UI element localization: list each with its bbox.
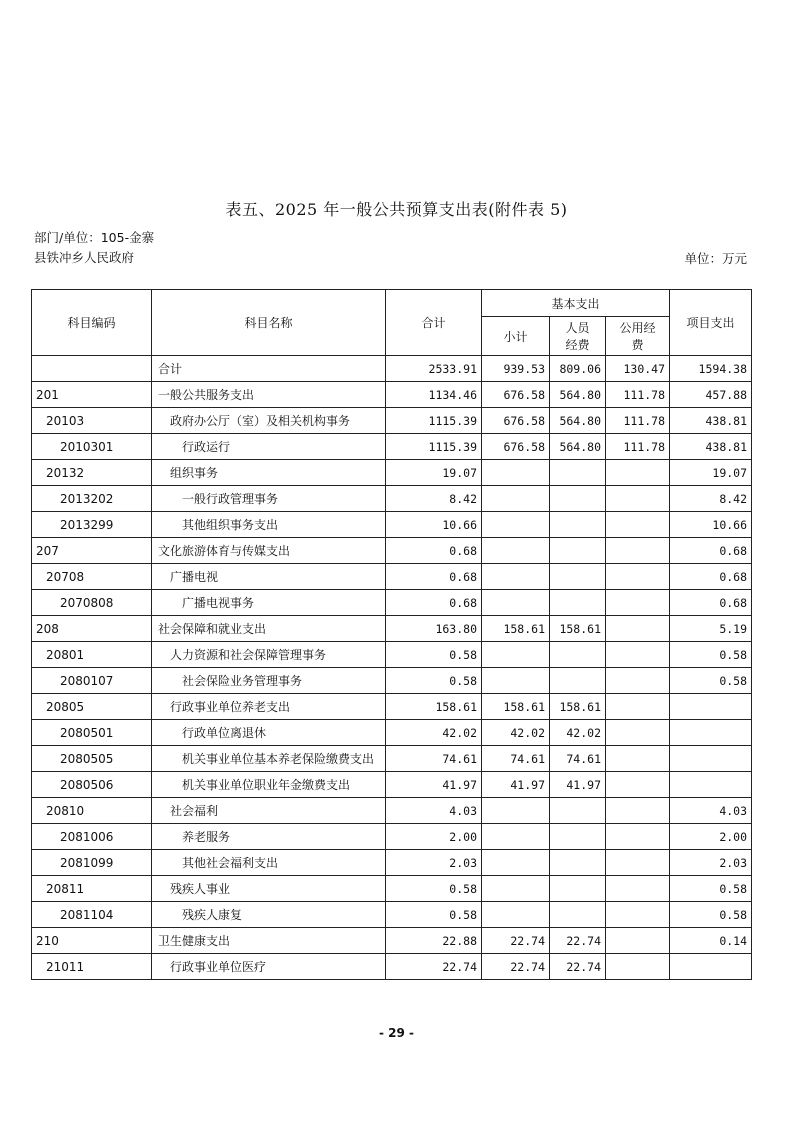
page-title: 表五、2025 年一般公共预算支出表(附件表 5) — [225, 200, 568, 219]
department-label: 部门/单位：105-金寨县铁冲乡人民政府 — [34, 230, 155, 265]
public-cell — [606, 772, 670, 798]
name-cell: 政府办公厅（室）及相关机构事务 — [152, 408, 386, 434]
header-code: 科目编码 — [32, 290, 152, 356]
project-cell: 0.14 — [670, 928, 752, 954]
table-row — [32, 486, 752, 512]
budget-table — [31, 289, 752, 980]
total-cell: 158.61 — [386, 694, 482, 720]
personnel-cell: 41.97 — [550, 772, 606, 798]
code-cell: 207 — [32, 538, 152, 564]
name-cell: 机关事业单位职业年金缴费支出 — [152, 772, 386, 798]
subtotal-cell — [482, 824, 550, 850]
code-cell: 201 — [32, 382, 152, 408]
subtotal-cell — [482, 564, 550, 590]
personnel-cell: 158.61 — [550, 694, 606, 720]
name-cell: 组织事务 — [152, 460, 386, 486]
subtotal-cell — [482, 902, 550, 928]
header-personnel: 人员经费 — [550, 317, 606, 356]
code-cell: 2010301 — [32, 434, 152, 460]
public-cell — [606, 746, 670, 772]
subtotal-cell: 22.74 — [482, 928, 550, 954]
table-row — [32, 564, 752, 590]
personnel-cell — [550, 512, 606, 538]
project-cell: 8.42 — [670, 486, 752, 512]
public-cell — [606, 460, 670, 486]
personnel-cell: 42.02 — [550, 720, 606, 746]
unit-label: 单位：万元 — [684, 251, 747, 266]
public-cell: 130.47 — [606, 356, 670, 382]
code-cell: 20708 — [32, 564, 152, 590]
public-cell — [606, 590, 670, 616]
total-cell: 42.02 — [386, 720, 482, 746]
project-cell: 0.58 — [670, 668, 752, 694]
subtotal-cell — [482, 876, 550, 902]
personnel-cell: 564.80 — [550, 434, 606, 460]
table-row — [32, 434, 752, 460]
name-cell: 行政单位离退休 — [152, 720, 386, 746]
name-cell: 行政事业单位医疗 — [152, 954, 386, 980]
project-cell — [670, 772, 752, 798]
table-row — [32, 616, 752, 642]
name-cell: 卫生健康支出 — [152, 928, 386, 954]
total-cell: 1115.39 — [386, 434, 482, 460]
public-cell — [606, 798, 670, 824]
table-row — [32, 460, 752, 486]
total-cell: 4.03 — [386, 798, 482, 824]
total-cell: 19.07 — [386, 460, 482, 486]
subtotal-cell: 22.74 — [482, 954, 550, 980]
name-cell: 广播电视事务 — [152, 590, 386, 616]
name-cell: 其他组织事务支出 — [152, 512, 386, 538]
project-cell: 0.68 — [670, 564, 752, 590]
project-cell: 4.03 — [670, 798, 752, 824]
table-row — [32, 850, 752, 876]
name-cell: 人力资源和社会保障管理事务 — [152, 642, 386, 668]
personnel-cell — [550, 538, 606, 564]
personnel-cell — [550, 564, 606, 590]
public-cell — [606, 876, 670, 902]
code-cell: 2081099 — [32, 850, 152, 876]
project-cell — [670, 694, 752, 720]
total-cell: 0.58 — [386, 902, 482, 928]
subtotal-cell: 41.97 — [482, 772, 550, 798]
header-subtotal: 小计 — [482, 317, 550, 356]
project-cell: 438.81 — [670, 434, 752, 460]
personnel-cell: 22.74 — [550, 954, 606, 980]
code-cell: 2080506 — [32, 772, 152, 798]
total-cell: 0.68 — [386, 590, 482, 616]
subtotal-cell — [482, 486, 550, 512]
header-public: 公用经费 — [606, 317, 670, 356]
table-row — [32, 694, 752, 720]
project-cell: 1594.38 — [670, 356, 752, 382]
total-cell: 74.61 — [386, 746, 482, 772]
total-cell: 22.88 — [386, 928, 482, 954]
personnel-cell: 158.61 — [550, 616, 606, 642]
header-basic: 基本支出 — [482, 290, 670, 317]
public-cell — [606, 694, 670, 720]
code-cell: 2013202 — [32, 486, 152, 512]
project-cell: 438.81 — [670, 408, 752, 434]
total-cell: 1134.46 — [386, 382, 482, 408]
project-cell: 5.19 — [670, 616, 752, 642]
name-cell: 文化旅游体育与传媒支出 — [152, 538, 386, 564]
code-cell: 210 — [32, 928, 152, 954]
personnel-cell — [550, 486, 606, 512]
table-row — [32, 590, 752, 616]
project-cell — [670, 720, 752, 746]
code-cell — [32, 356, 152, 382]
public-cell — [606, 564, 670, 590]
total-cell: 0.58 — [386, 668, 482, 694]
public-cell — [606, 538, 670, 564]
code-cell: 2080501 — [32, 720, 152, 746]
table-body — [32, 356, 752, 980]
name-cell: 社会福利 — [152, 798, 386, 824]
total-cell: 2533.91 — [386, 356, 482, 382]
project-cell: 19.07 — [670, 460, 752, 486]
table-row — [32, 538, 752, 564]
project-cell: 2.03 — [670, 850, 752, 876]
personnel-cell — [550, 876, 606, 902]
table-row — [32, 772, 752, 798]
table-row — [32, 824, 752, 850]
code-cell: 2080107 — [32, 668, 152, 694]
total-cell: 10.66 — [386, 512, 482, 538]
public-cell — [606, 850, 670, 876]
table-row — [32, 798, 752, 824]
name-cell: 社会保障和就业支出 — [152, 616, 386, 642]
total-cell: 2.00 — [386, 824, 482, 850]
personnel-cell: 74.61 — [550, 746, 606, 772]
subtotal-cell — [482, 460, 550, 486]
project-cell — [670, 954, 752, 980]
table-row — [32, 408, 752, 434]
table-row — [32, 876, 752, 902]
code-cell: 2081006 — [32, 824, 152, 850]
subtotal-cell: 676.58 — [482, 434, 550, 460]
name-cell: 一般公共服务支出 — [152, 382, 386, 408]
public-cell — [606, 668, 670, 694]
project-cell: 0.58 — [670, 876, 752, 902]
name-cell: 其他社会福利支出 — [152, 850, 386, 876]
personnel-cell: 564.80 — [550, 382, 606, 408]
subtotal-cell: 42.02 — [482, 720, 550, 746]
header-name: 科目名称 — [152, 290, 386, 356]
name-cell: 行政事业单位养老支出 — [152, 694, 386, 720]
table-row — [32, 512, 752, 538]
header-project: 项目支出 — [670, 290, 752, 356]
code-cell: 20132 — [32, 460, 152, 486]
name-cell: 合计 — [152, 356, 386, 382]
total-cell: 1115.39 — [386, 408, 482, 434]
public-cell — [606, 954, 670, 980]
name-cell: 一般行政管理事务 — [152, 486, 386, 512]
subtotal-cell: 158.61 — [482, 694, 550, 720]
table-row — [32, 356, 752, 382]
name-cell: 养老服务 — [152, 824, 386, 850]
project-cell: 0.58 — [670, 642, 752, 668]
total-cell: 0.68 — [386, 564, 482, 590]
public-cell — [606, 720, 670, 746]
personnel-cell — [550, 850, 606, 876]
subtotal-cell — [482, 642, 550, 668]
code-cell: 20801 — [32, 642, 152, 668]
name-cell: 残疾人康复 — [152, 902, 386, 928]
code-cell: 20811 — [32, 876, 152, 902]
subtotal-cell: 74.61 — [482, 746, 550, 772]
public-cell — [606, 616, 670, 642]
table-row — [32, 668, 752, 694]
public-cell — [606, 642, 670, 668]
subtotal-cell: 158.61 — [482, 616, 550, 642]
project-cell: 2.00 — [670, 824, 752, 850]
total-cell: 163.80 — [386, 616, 482, 642]
table-row — [32, 746, 752, 772]
public-cell — [606, 512, 670, 538]
project-cell: 457.88 — [670, 382, 752, 408]
code-cell: 2080505 — [32, 746, 152, 772]
header-total: 合计 — [386, 290, 482, 356]
name-cell: 社会保险业务管理事务 — [152, 668, 386, 694]
subtotal-cell — [482, 512, 550, 538]
code-cell: 2070808 — [32, 590, 152, 616]
personnel-cell: 809.06 — [550, 356, 606, 382]
subtotal-cell — [482, 850, 550, 876]
public-cell: 111.78 — [606, 382, 670, 408]
subtotal-cell: 676.58 — [482, 382, 550, 408]
table-row — [32, 902, 752, 928]
personnel-cell — [550, 798, 606, 824]
total-cell: 0.58 — [386, 642, 482, 668]
table-row — [32, 928, 752, 954]
public-cell — [606, 486, 670, 512]
public-cell — [606, 902, 670, 928]
public-cell: 111.78 — [606, 408, 670, 434]
personnel-cell — [550, 668, 606, 694]
name-cell: 机关事业单位基本养老保险缴费支出 — [152, 746, 386, 772]
project-cell: 10.66 — [670, 512, 752, 538]
subtotal-cell — [482, 798, 550, 824]
table-header — [32, 290, 752, 356]
personnel-cell — [550, 902, 606, 928]
subtotal-cell — [482, 590, 550, 616]
name-cell: 广播电视 — [152, 564, 386, 590]
personnel-cell — [550, 590, 606, 616]
public-cell: 111.78 — [606, 434, 670, 460]
public-cell — [606, 824, 670, 850]
code-cell: 20810 — [32, 798, 152, 824]
personnel-cell: 564.80 — [550, 408, 606, 434]
total-cell: 41.97 — [386, 772, 482, 798]
code-cell: 2013299 — [32, 512, 152, 538]
total-cell: 2.03 — [386, 850, 482, 876]
total-cell: 0.68 — [386, 538, 482, 564]
project-cell: 0.58 — [670, 902, 752, 928]
subtotal-cell — [482, 668, 550, 694]
subtotal-cell: 676.58 — [482, 408, 550, 434]
project-cell — [670, 746, 752, 772]
project-cell: 0.68 — [670, 538, 752, 564]
code-cell: 20103 — [32, 408, 152, 434]
personnel-cell — [550, 824, 606, 850]
table-row — [32, 642, 752, 668]
subtotal-cell: 939.53 — [482, 356, 550, 382]
personnel-cell — [550, 642, 606, 668]
personnel-cell: 22.74 — [550, 928, 606, 954]
table-row — [32, 954, 752, 980]
code-cell: 20805 — [32, 694, 152, 720]
code-cell: 2081104 — [32, 902, 152, 928]
name-cell: 行政运行 — [152, 434, 386, 460]
personnel-cell — [550, 460, 606, 486]
project-cell: 0.68 — [670, 590, 752, 616]
table-row — [32, 720, 752, 746]
code-cell: 21011 — [32, 954, 152, 980]
public-cell — [606, 928, 670, 954]
total-cell: 0.58 — [386, 876, 482, 902]
total-cell: 8.42 — [386, 486, 482, 512]
name-cell: 残疾人事业 — [152, 876, 386, 902]
total-cell: 22.74 — [386, 954, 482, 980]
page-number: - 29 - — [378, 1026, 414, 1040]
subtotal-cell — [482, 538, 550, 564]
table-row — [32, 382, 752, 408]
code-cell: 208 — [32, 616, 152, 642]
